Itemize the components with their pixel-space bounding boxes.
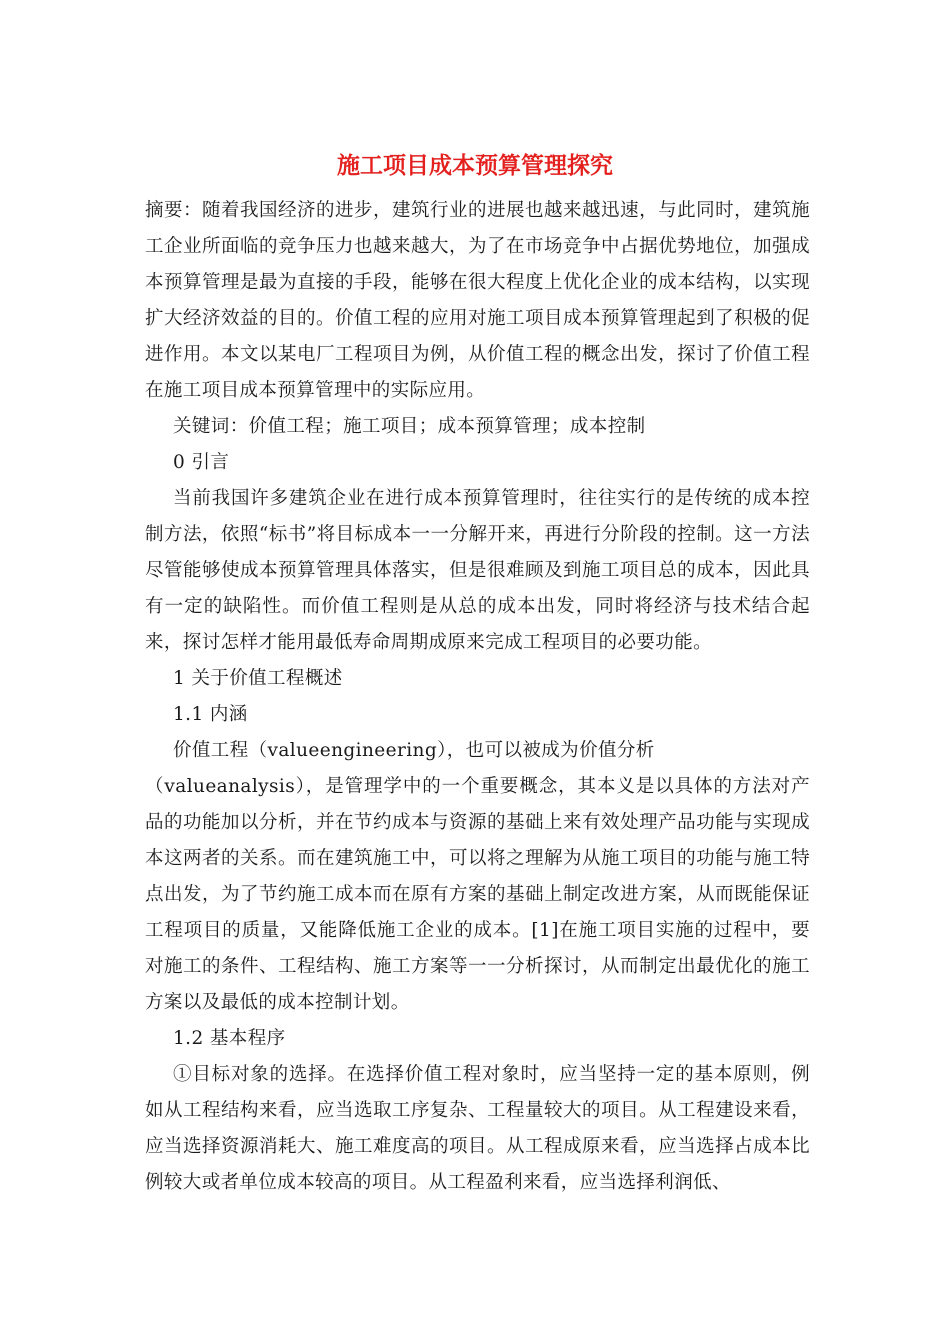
keywords-paragraph: 关键词：价值工程；施工项目；成本预算管理；成本控制 xyxy=(173,416,646,437)
document-title: 施工项目成本预算管理探究 xyxy=(337,152,613,179)
subsection-heading-1-1: 1.1 内涵 xyxy=(173,704,248,725)
abstract-paragraph: 摘要：随着我国经济的进步，建筑行业的进展也越来越迅速，与此同时，建筑施工企业所面临的竞争压力也越来越大，为了在市场竞争中占据优势地位，加强成本预算管理是最为直接的手段，能够在很大程度上优化企业的成本结构，以实现扩大经济效益的目的。价值工程的应用对施工项目成本预算管理起到了积极的促进作用。本文以某电厂工程项目为例，从价值工程的概念出发，探讨了价值工程在施工项目成本预算管理中的实际应用。 xyxy=(145,200,810,401)
definition-paragraph-line: 价值工程（valueengineering），也可以被成为价值分析 xyxy=(173,740,655,761)
definition-paragraph: （valueanalysis），是管理学中的一个重要概念，其本义是以具体的方法对产品的功能加以分析，并在节约成本与资源的基础上来有效处理产品功能与实现成本这两者的关系。而在建筑施工中，可以将之理解为从施工项目的功能与施工特点出发，为了节约施工成本而在原有方案的基础上制定改进方案，从而既能保证工程项目的质量，又能降低施工企业的成本。[1]在施工项目实施的过程中，要对施工的条件、工程结构、施工方案等一一分析探讨，从而制定出最优化的施工方案以及最低的成本控制计划。 xyxy=(145,776,810,1013)
subsection-heading-1-2: 1.2 基本程序 xyxy=(173,1028,286,1049)
section-heading-1: 1 关于价值工程概述 xyxy=(173,668,343,689)
intro-paragraph: 当前我国许多建筑企业在进行成本预算管理时，往往实行的是传统的成本控制方法，依照“标书”将目标成本一一分解开来，再进行分阶段的控制。这一方法尽管能够使成本预算管理具体落实，但是很难顾及到施工项目总的成本，因此具有一定的缺陷性。而价值工程则是从总的成本出发，同时将经济与技术结合起来，探讨怎样才能用最低寿命周期成原来完成工程项目的必要功能。 xyxy=(145,488,810,653)
procedure-paragraph: ①目标对象的选择。在选择价值工程对象时，应当坚持一定的基本原则，例如从工程结构来看，应当选取工序复杂、工程量较大的项目。从工程建设来看，应当选择资源消耗大、施工难度高的项目。从工程成原来看，应当选择占成本比例较大或者单位成本较高的项目。从工程盈利来看，应当选择利润低、 xyxy=(145,1064,810,1193)
document-body xyxy=(145,193,810,1201)
section-heading-0: 0 引言 xyxy=(173,452,230,473)
